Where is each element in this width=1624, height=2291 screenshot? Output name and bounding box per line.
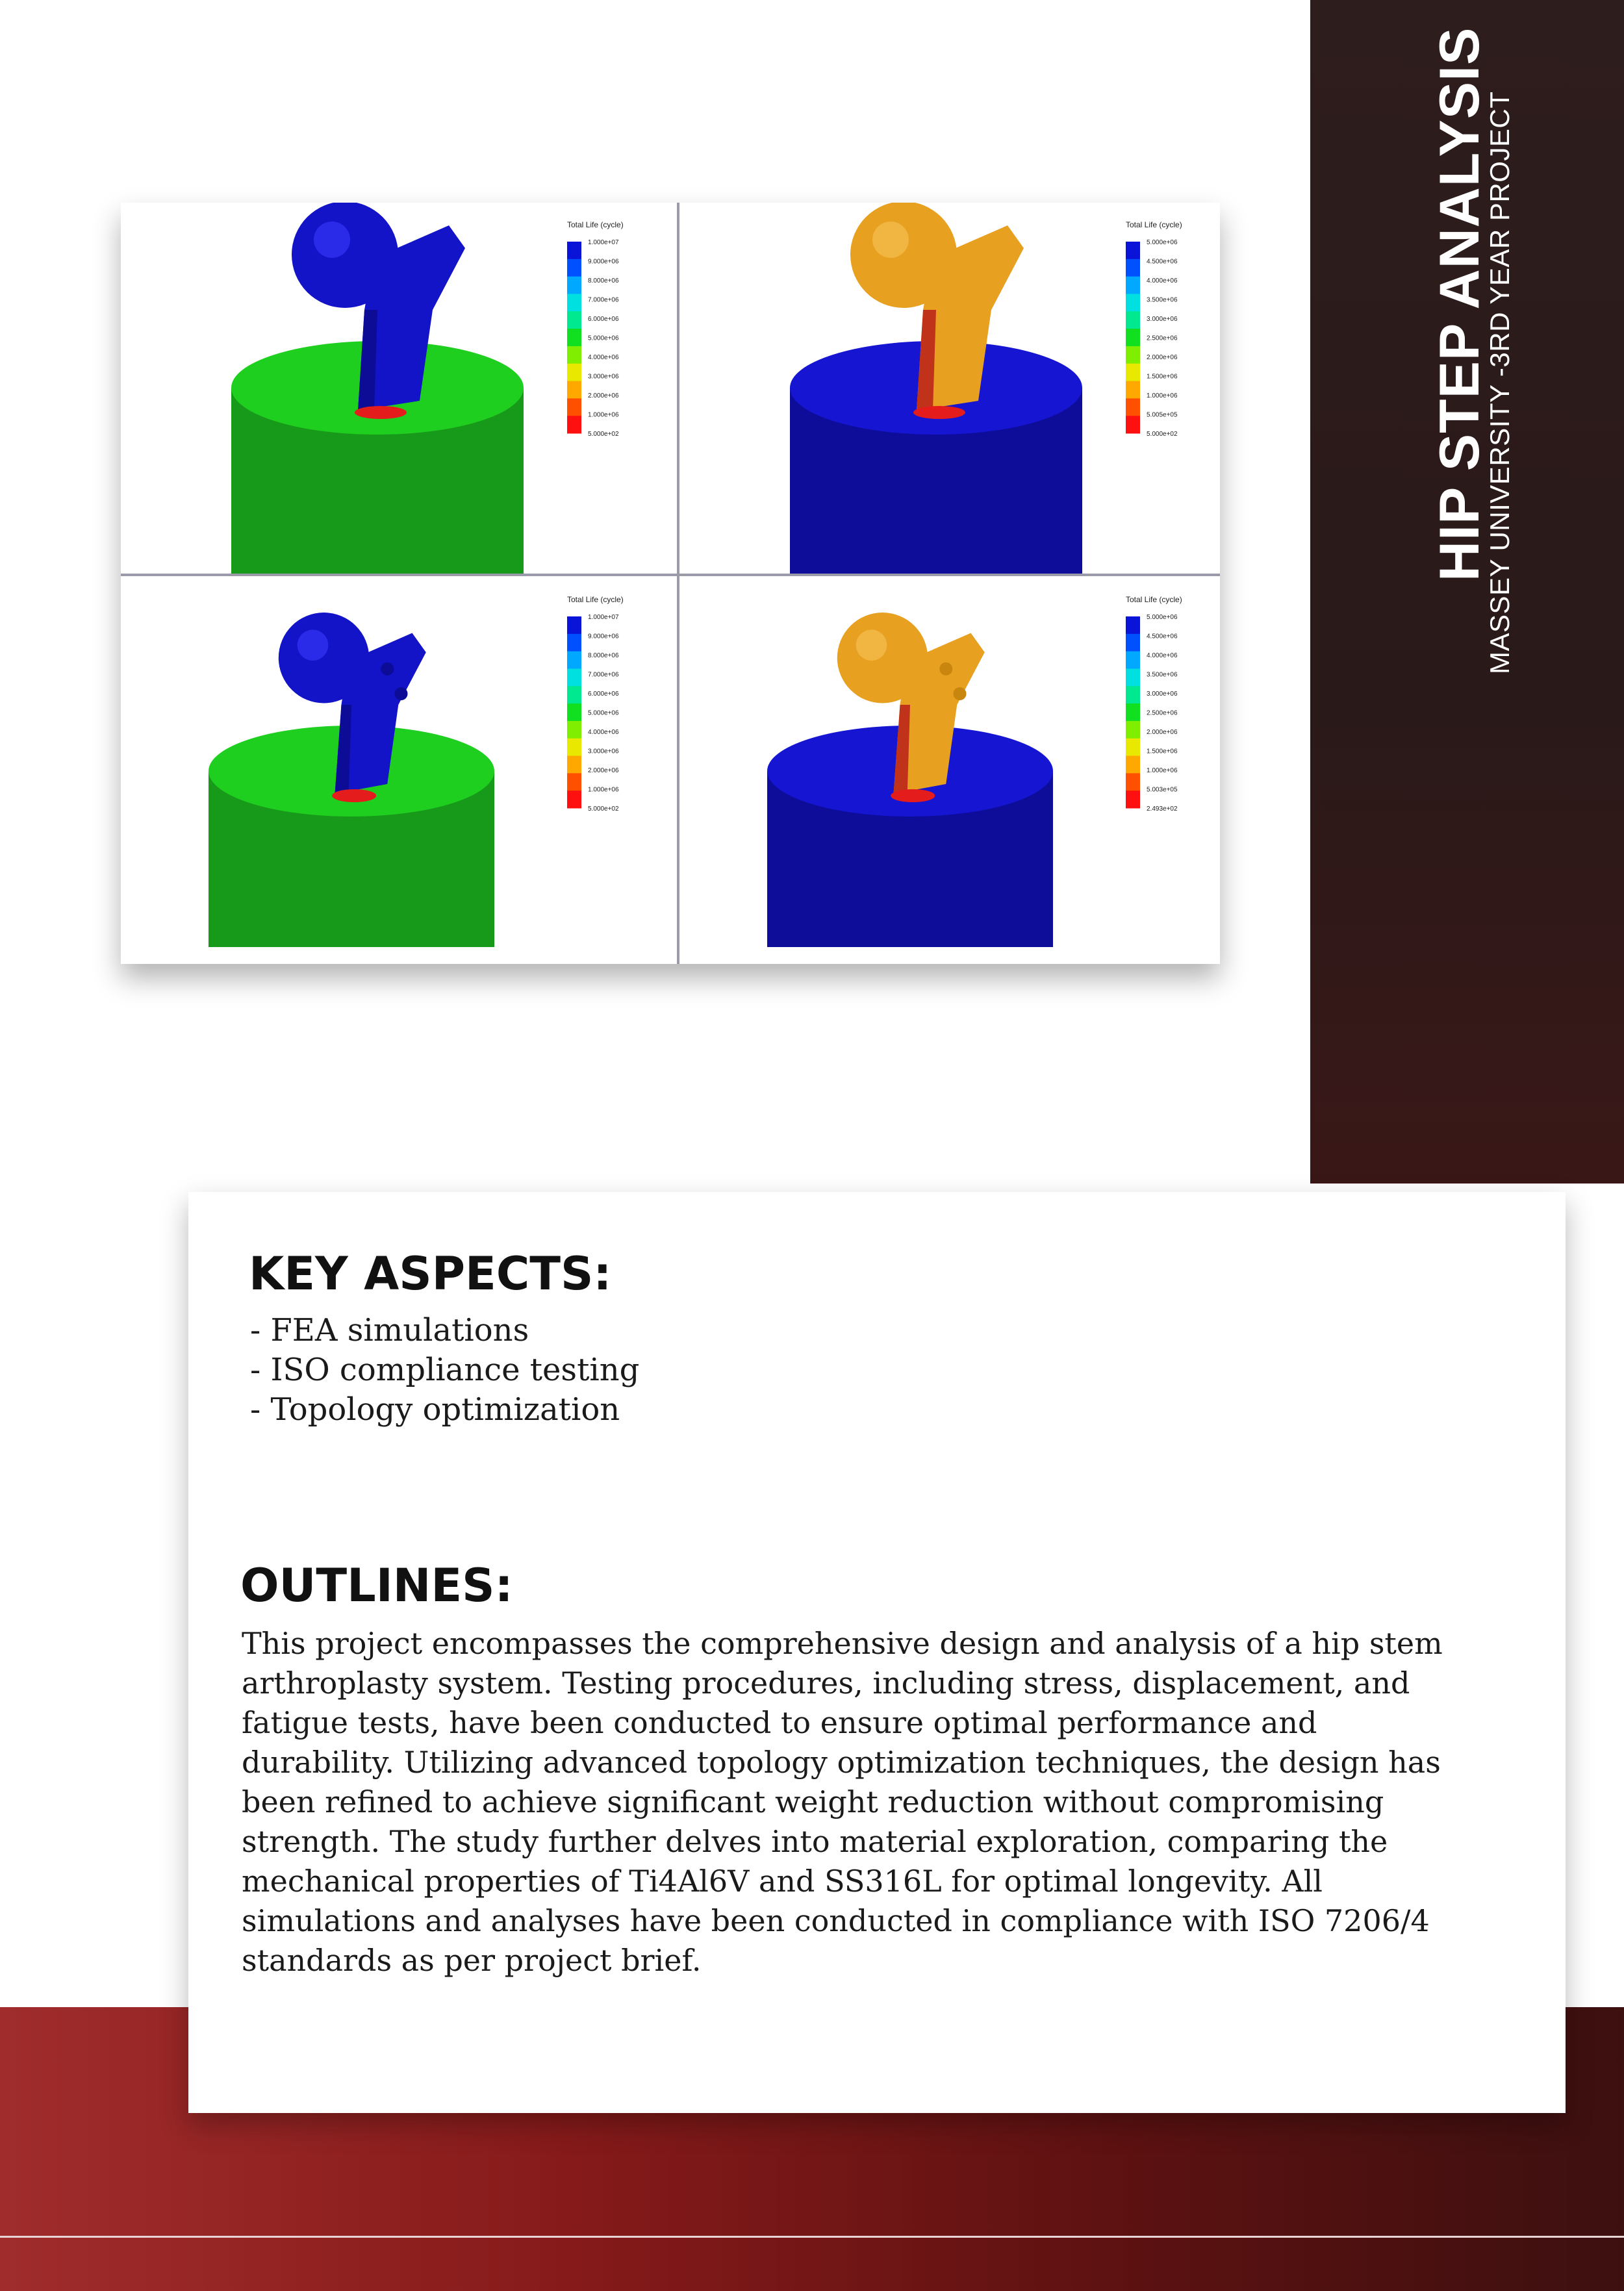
legend-swatch (567, 329, 581, 346)
legend-value: 2.493e+02 (1147, 805, 1178, 813)
legend-value: 1.000e+07 (588, 239, 619, 246)
outlines-heading: OUTLINES: (240, 1559, 513, 1612)
paragraph-line: durability. Utilizing advanced topology optimization techniques, the design has (242, 1745, 1441, 1780)
legend-swatch (567, 398, 581, 416)
head-highlight (314, 222, 350, 258)
failure-zone (355, 406, 407, 419)
legend-swatch (1126, 773, 1140, 791)
key-aspects-heading: KEY ASPECTS: (249, 1247, 612, 1300)
legend-swatch (567, 668, 581, 686)
legend-value: 1.500e+06 (1147, 748, 1178, 755)
legend-swatch (567, 739, 581, 756)
legend-swatch (567, 652, 581, 669)
legend-value: 5.000e+06 (588, 335, 619, 342)
legend-title: Total Life (cycle) (567, 595, 624, 604)
legend-value: 5.005e+05 (1147, 411, 1178, 419)
legend-title: Total Life (cycle) (1126, 595, 1182, 604)
legend-swatch (567, 416, 581, 433)
legend-swatch (1126, 346, 1140, 364)
page-title: HIP STEP ANALYSIS (1428, 27, 1491, 581)
legend-value: 7.000e+06 (588, 296, 619, 304)
legend-swatch (1126, 652, 1140, 669)
head-highlight (298, 629, 329, 661)
legend-swatch (567, 242, 581, 259)
fea-panel-bottom-right (767, 595, 1182, 947)
page-subtitle: MASSEY UNIVERSITY -3RD YEAR PROJECT (1484, 91, 1515, 674)
legend-value: 1.000e+06 (588, 411, 619, 419)
legend-value: 5.003e+05 (1147, 786, 1178, 794)
legend-value: 2.000e+06 (1147, 354, 1178, 361)
legend-swatch (567, 277, 581, 294)
legend-value: 8.000e+06 (588, 277, 619, 285)
legend-swatch (567, 686, 581, 703)
legend-swatch (1126, 668, 1140, 686)
legend-swatch (567, 634, 581, 652)
femoral-head (850, 203, 957, 308)
paragraph-line: been refined to achieve significant weight reduction without compromising (242, 1784, 1384, 1819)
legend-value: 6.000e+06 (588, 316, 619, 323)
legend-swatch (1126, 364, 1140, 381)
legend-value: 5.000e+02 (1147, 431, 1178, 438)
legend-value: 2.500e+06 (1147, 709, 1178, 717)
legend-value: 3.500e+06 (1147, 296, 1178, 304)
legend-value: 1.500e+06 (1147, 373, 1178, 381)
paragraph-line: standards as per project brief. (242, 1943, 702, 1978)
legend-value: 4.000e+06 (1147, 277, 1178, 285)
legend-swatch (1126, 329, 1140, 346)
legend-value: 1.000e+06 (588, 786, 619, 794)
legend-swatch (1126, 294, 1140, 311)
failure-zone (913, 406, 965, 419)
legend-value: 5.000e+06 (588, 709, 619, 717)
legend-value: 3.500e+06 (1147, 671, 1178, 679)
head-highlight (856, 629, 887, 661)
legend-swatch (1126, 398, 1140, 416)
legend-value: 8.000e+06 (588, 652, 619, 659)
legend-value: 4.000e+06 (588, 354, 619, 361)
legend-value: 2.000e+06 (588, 392, 619, 399)
failure-zone (332, 789, 376, 802)
legend-value: 4.500e+06 (1147, 258, 1178, 266)
list-item: - ISO compliance testing (250, 1352, 640, 1388)
legend-swatch (1126, 721, 1140, 739)
legend-swatch (1126, 616, 1140, 634)
legend-title: Total Life (cycle) (567, 220, 624, 229)
legend-value: 1.000e+07 (588, 614, 619, 621)
topology-hole (954, 687, 967, 700)
head-highlight (872, 222, 909, 258)
legend-swatch (567, 381, 581, 399)
paragraph-line: This project encompasses the comprehensive design and analysis of a hip stem (242, 1626, 1443, 1661)
femoral-head (292, 203, 398, 308)
legend-value: 1.000e+06 (1147, 392, 1178, 399)
legend-swatch (1126, 416, 1140, 433)
femoral-head (837, 613, 928, 703)
femoral-head (279, 613, 369, 703)
fea-results-canvas (121, 203, 1220, 964)
legend-value: 7.000e+06 (588, 671, 619, 679)
legend-title: Total Life (cycle) (1126, 220, 1182, 229)
panel-divider-vertical (677, 203, 679, 964)
legend-value: 3.000e+06 (588, 748, 619, 755)
topology-hole (395, 687, 408, 700)
list-item: - Topology optimization (250, 1391, 620, 1428)
legend-swatch (567, 616, 581, 634)
topology-hole (939, 663, 952, 676)
panel-divider-horizontal (121, 574, 1220, 576)
fea-panel-top-right (790, 203, 1182, 574)
legend-value: 9.000e+06 (588, 258, 619, 266)
legend-swatch (1126, 242, 1140, 259)
fea-panel-top-left (231, 203, 624, 574)
legend-value: 3.000e+06 (1147, 690, 1178, 698)
legend-swatch (567, 791, 581, 808)
failure-zone (891, 789, 935, 802)
legend-swatch (1126, 277, 1140, 294)
legend-swatch (1126, 686, 1140, 703)
legend-swatch (567, 311, 581, 329)
legend-swatch (567, 364, 581, 381)
legend-value: 5.000e+06 (1147, 239, 1178, 246)
topology-hole (381, 663, 394, 676)
fea-panel-bottom-left (209, 595, 624, 947)
legend-value: 9.000e+06 (588, 633, 619, 640)
legend-value: 2.000e+06 (588, 767, 619, 774)
legend-value: 3.000e+06 (1147, 316, 1178, 323)
fea-results-figure (121, 203, 1220, 964)
legend-value: 4.500e+06 (1147, 633, 1178, 640)
legend-swatch (1126, 791, 1140, 808)
paragraph-line: arthroplasty system. Testing procedures, including stress, displacement, and (242, 1665, 1410, 1701)
legend-swatch (1126, 381, 1140, 399)
legend-value: 5.000e+06 (1147, 614, 1178, 621)
legend-value: 6.000e+06 (588, 690, 619, 698)
key-aspects-list (250, 1311, 639, 1430)
legend-swatch (567, 259, 581, 277)
paragraph-line: simulations and analyses have been conducted in compliance with ISO 7206/4 (242, 1903, 1430, 1938)
paragraph-line: mechanical properties of Ti4Al6V and SS316L for optimal longevity. All (242, 1864, 1323, 1899)
bottom-divider (0, 2236, 1624, 2238)
legend-value: 4.000e+06 (588, 729, 619, 736)
legend-swatch (567, 773, 581, 791)
legend-swatch (567, 721, 581, 739)
legend-value: 5.000e+02 (588, 431, 619, 438)
legend-value: 1.000e+06 (1147, 767, 1178, 774)
legend-swatch (1126, 634, 1140, 652)
legend-value: 5.000e+02 (588, 805, 619, 813)
legend-swatch (1126, 703, 1140, 721)
legend-swatch (1126, 259, 1140, 277)
legend-swatch (567, 346, 581, 364)
outlines-paragraph (242, 1624, 1528, 1981)
legend-swatch (1126, 756, 1140, 774)
legend-swatch (1126, 311, 1140, 329)
paragraph-line: fatigue tests, have been conducted to ensure optimal performance and (242, 1705, 1317, 1740)
legend-value: 2.000e+06 (1147, 729, 1178, 736)
legend-swatch (567, 756, 581, 774)
legend-swatch (567, 703, 581, 721)
paragraph-line: strength. The study further delves into material exploration, comparing the (242, 1824, 1388, 1859)
legend-value: 4.000e+06 (1147, 652, 1178, 659)
legend-value: 3.000e+06 (588, 373, 619, 381)
legend-value: 2.500e+06 (1147, 335, 1178, 342)
legend-swatch (1126, 739, 1140, 756)
legend-swatch (567, 294, 581, 311)
list-item: - FEA simulations (250, 1312, 529, 1348)
